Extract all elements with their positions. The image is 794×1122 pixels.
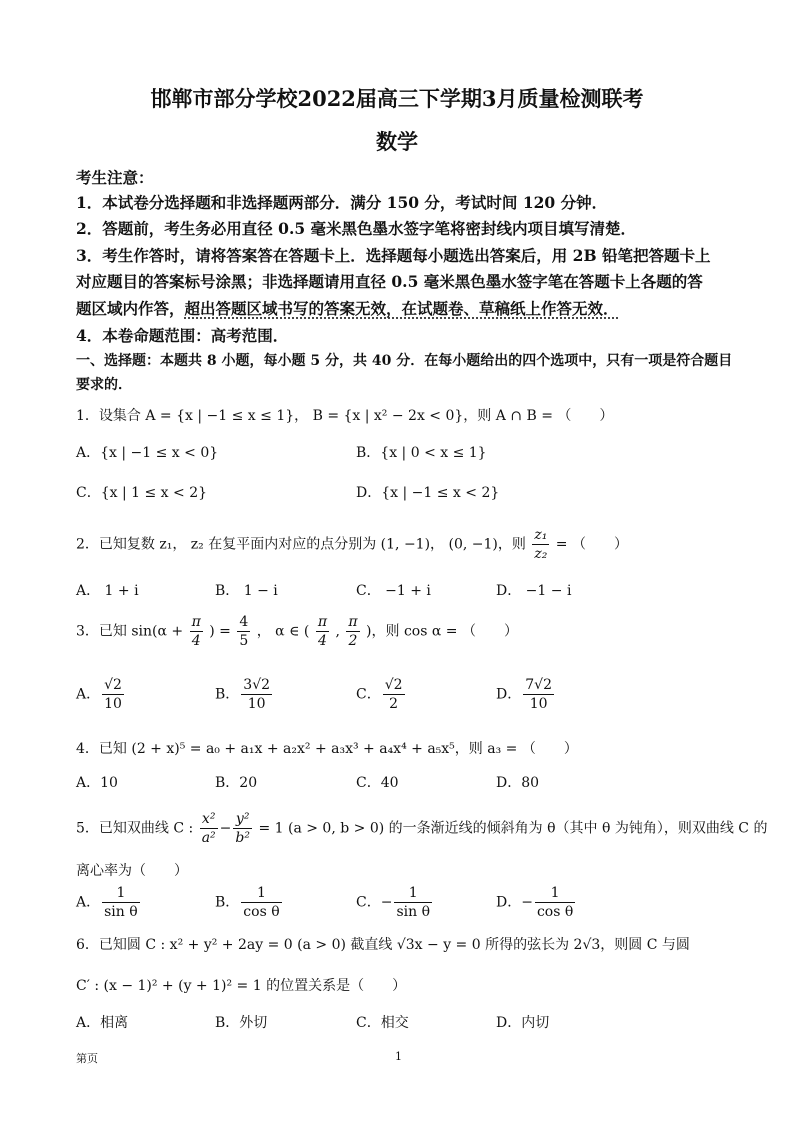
section-heading-cont: 要求的． [76,377,132,393]
q5-stem [76,810,767,847]
q3-option-c-frac [383,676,405,713]
q5-frac-y2: y² [233,810,252,829]
q1-option-c: C．{x | 1 ≤ x < 2} [76,485,208,501]
q5-option-c-num: 1 [394,884,432,903]
q6-option-a: A．相离 [76,1015,129,1031]
notice-item-3-end [76,297,619,319]
q3-option-d-den: 10 [529,696,548,712]
q2-stem-pre: 2．已知复数 z₁， z₂ 在复平面内对应的点分别为 (1, −1)， (0, −1)，则 [76,536,526,553]
q5-option-d-label: D．− [496,894,533,911]
q2-frac-denominator: z₂ [534,546,548,562]
section-heading: 一、选择题：本题共 8 小题，每小题 5 分，共 40 分．在每小题给出的四个选项中，只有一项是符合题目 [76,353,733,369]
q3-frac-pi-4b [316,613,329,650]
q6-stem-line2: C′ : (x − 1)² + (y + 1)² = 1 的位置关系是（ ） [76,978,407,994]
q3-frac-pi-4 [190,613,203,650]
q3-stem-mid1: ) = [209,623,231,640]
q6-stem: 6．已知圆 C : x² + y² + 2ay = 0 (a > 0) 截直线 √3x − y = 0 所得的弦长为 2√3，则圆 C 与圆 [76,937,690,953]
q3-frac-4-5 [237,613,250,650]
q3-option-a-den: 10 [104,696,122,712]
q3-option-a-frac [102,676,124,713]
q5-option-c-den: sin θ [396,904,431,920]
q5-option-c-frac [394,884,432,921]
q5-stem-post: = 1 (a > 0, b > 0) 的一条渐近线的倾斜角为 θ（其中 θ 为钝角），则双曲线 C 的 [258,820,768,837]
q3-stem-mid2: ， α ∈ ( [256,623,310,640]
notice-item-3-cont: 对应题目的答案标号涂黑；非选择题请用直径 0.5 毫米黑色墨水签字笔在答题卡上各题的答 [76,272,703,291]
q3-option-d-num: 7√2 [525,677,552,693]
q5-option-b [215,884,284,921]
notice-item-4: 4．本卷命题范围：高考范围． [76,326,289,345]
notice-item-3-end-plain: 题区域内作答， [76,299,185,318]
q3-stem-post: )，则 cos α = （ ） [366,623,518,640]
q3-option-b [215,676,274,713]
q5-option-a-num: 1 [102,884,140,903]
q5-option-c [356,884,434,921]
q2-option-c: C． −1 + i [356,583,431,599]
q5-option-c-label: C．− [356,894,393,911]
q6-option-d: D．内切 [496,1015,550,1031]
q3-frac-pi-4-num: π [191,614,201,630]
q5-stem-pre: 5．已知双曲线 C : [76,820,194,837]
q5-option-b-label: B． [215,894,240,911]
q4-stem: 4．已知 (2 + x)⁵ = a₀ + a₁x + a₂x² + a₃x³ + a₄x⁴ + a₅x⁵，则 a₃ = （ ） [76,741,578,757]
q3-option-b-num: 3√2 [243,677,271,693]
q3-option-d-frac [523,676,554,713]
q6-option-b: B．外切 [215,1015,268,1031]
notice-item-3-emphasis: 超出答题区域书写的答案无效，在试题卷、草稿纸上作答无效． [184,299,619,318]
q5-option-d-den: cos θ [536,904,574,920]
q2-option-b: B． 1 − i [215,583,278,599]
q2-fraction [532,526,549,563]
q5-option-a [76,884,142,921]
q5-frac-x2: x² [200,810,218,829]
q4-option-b: B．20 [215,775,258,791]
q3-option-c-num: √2 [384,677,403,693]
q3-option-c-label: C． [356,686,381,703]
q3-frac-pi-2-num: π [348,614,358,630]
q3-option-d-label: D． [496,686,522,703]
q5-frac-b2: b² [235,830,250,846]
exam-subject: 数学 [376,129,418,154]
q5-option-d-frac [535,884,575,921]
q1-stem: 1．设集合 A = {x | −1 ≤ x ≤ 1}， B = {x | x² − 2x < 0}，则 A ∩ B = （ ） [76,408,614,424]
q3-option-b-den: 10 [247,696,266,712]
q3-frac-pi-4b-num: π [317,614,328,630]
q1-option-b: B．{x | 0 < x ≤ 1} [356,445,487,461]
notice-heading: 考生注意： [76,168,154,187]
q5-stem-line2: 离心率为（ ） [76,863,188,879]
q2-frac-numerator: z₁ [534,527,548,543]
page-number: 1 [395,1050,402,1063]
q3-option-c-den: 2 [389,696,399,712]
q5-option-a-den: sin θ [104,904,138,920]
q5-option-a-frac [102,884,140,921]
q5-minus: − [219,820,232,837]
q5-option-d [496,884,577,921]
q2-option-d: D． −1 − i [496,583,572,599]
q5-option-a-label: A． [76,894,101,911]
q3-frac-pi-2-den: 2 [348,633,358,649]
q5-frac-y2-b2 [233,810,252,847]
notice-item-3: 3．考生作答时，请将答案答在答题卡上．选择题每小题选出答案后，用 2B 铅笔把答题卡上 [76,246,711,265]
q1-option-d: D．{x | −1 ≤ x < 2} [356,485,500,501]
exam-title: 邯郸市部分学校2022届高三下学期3月质量检测联考 [150,86,644,111]
footer-label: 第页 [76,1052,98,1065]
q2-option-a: A． 1 + i [76,583,139,599]
q4-option-a: A．10 [76,775,118,791]
q5-frac-x2-a2 [200,810,218,847]
q3-option-a-label: A． [76,686,101,703]
q1-option-a: A．{x | −1 ≤ x < 0} [76,445,219,461]
q3-option-a-num: √2 [104,677,122,693]
q5-option-b-den: cos θ [243,904,280,920]
q3-option-d [496,676,556,713]
q6-option-c: C．相交 [356,1015,409,1031]
q2-stem [76,526,628,563]
q3-stem [76,613,518,650]
q4-option-d: D．80 [496,775,540,791]
q5-frac-a2: a² [201,830,216,846]
q3-frac-pi-2 [346,613,359,650]
q3-stem-comma: , [335,623,340,640]
notice-item-1: 1．本试卷分选择题和非选择题两部分．满分 150 分，考试时间 120 分钟． [76,193,608,212]
q5-option-d-num: 1 [535,884,575,903]
q2-stem-post: = （ ） [555,536,628,553]
q3-option-a [76,676,126,713]
q3-frac-4-5-den: 5 [239,633,249,649]
q3-frac-4-5-num: 4 [239,614,249,630]
q3-frac-pi-4b-den: 4 [317,633,327,649]
q4-option-c: C．40 [356,775,399,791]
q3-option-b-label: B． [215,686,240,703]
q3-frac-pi-4-den: 4 [191,633,201,649]
q5-option-b-num: 1 [241,884,281,903]
q5-option-b-frac [241,884,281,921]
q3-stem-pre: 3．已知 sin(α + [76,623,184,640]
notice-item-2: 2．答题前，考生务必用直径 0.5 毫米黑色墨水签字笔将密封线内项目填写清楚． [76,219,637,238]
q3-option-b-frac [241,676,272,713]
q3-option-c [356,676,407,713]
